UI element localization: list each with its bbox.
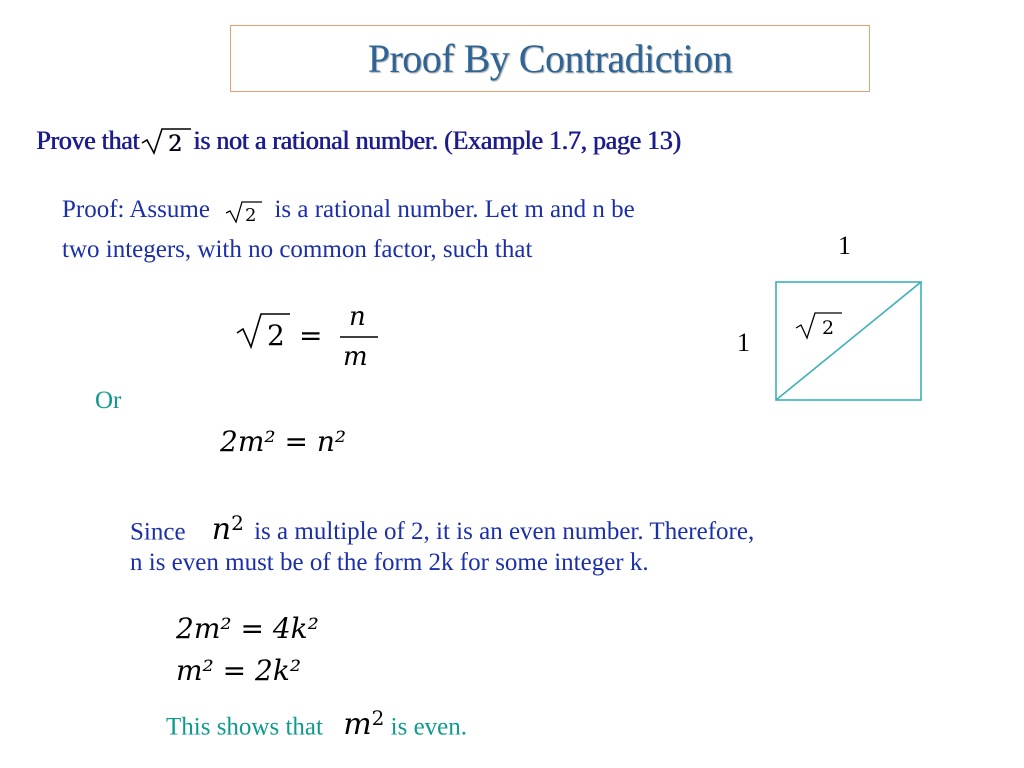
since-n-var: n — [211, 512, 232, 548]
diagram-left-label: 1 — [737, 328, 750, 357]
conclusion-m-var: m — [343, 707, 372, 743]
conclusion-m-exponent: 2 — [371, 706, 385, 730]
proof-rational-text: is a rational number. Let m and n be — [274, 196, 635, 223]
eq1-radicand: 2 — [267, 319, 285, 352]
since-line-2: n is even must be of the form 2k for some integer k. — [130, 549, 649, 576]
equation-m2-2k2: m² = 2k² — [176, 654, 302, 687]
square-diagram — [770, 278, 930, 408]
prove-text-after: is not a rational number. (Example 1.7, page 13) — [193, 126, 681, 155]
diagram-top-label: 1 — [838, 231, 851, 260]
proof-sqrt-symbol — [220, 196, 264, 226]
or-label: Or — [95, 387, 122, 414]
slide-title: Proof By Contradiction — [367, 35, 733, 81]
title-box — [230, 25, 870, 92]
eq1-equals: = — [299, 319, 323, 352]
conclusion-text-after: is even. — [390, 713, 468, 741]
proof-assume-text: Proof: Assume — [62, 196, 210, 223]
conclusion-line — [166, 698, 467, 747]
since-n-exponent: 2 — [231, 511, 244, 535]
diagonal-sqrt-symbol — [796, 313, 842, 338]
eq1-denominator: m — [343, 342, 368, 372]
eq1-numerator: n — [349, 302, 366, 332]
prove-text-before: Prove that — [36, 126, 140, 155]
proof-line-2: two integers, with no common factor, such that — [62, 236, 533, 263]
prove-statement — [36, 126, 681, 156]
prove-sqrt-symbol — [139, 126, 193, 156]
proof-line-1 — [62, 190, 635, 230]
since-word: Since — [130, 518, 186, 546]
square-diagonal — [776, 282, 921, 400]
equation-2m2-4k2: 2m² = 4k² — [176, 612, 319, 645]
equation-sqrt2-ratio — [232, 300, 392, 380]
since-rest-text: is a multiple of 2, it is an even number. Therefore, — [254, 518, 755, 546]
proof-radicand: 2 — [245, 205, 257, 227]
prove-radicand: 2 — [168, 132, 182, 156]
conclusion-text-before: This shows that — [166, 713, 323, 741]
diagonal-radicand: 2 — [822, 317, 835, 339]
equation-2m2-n2: 2m² = n² — [220, 425, 347, 458]
